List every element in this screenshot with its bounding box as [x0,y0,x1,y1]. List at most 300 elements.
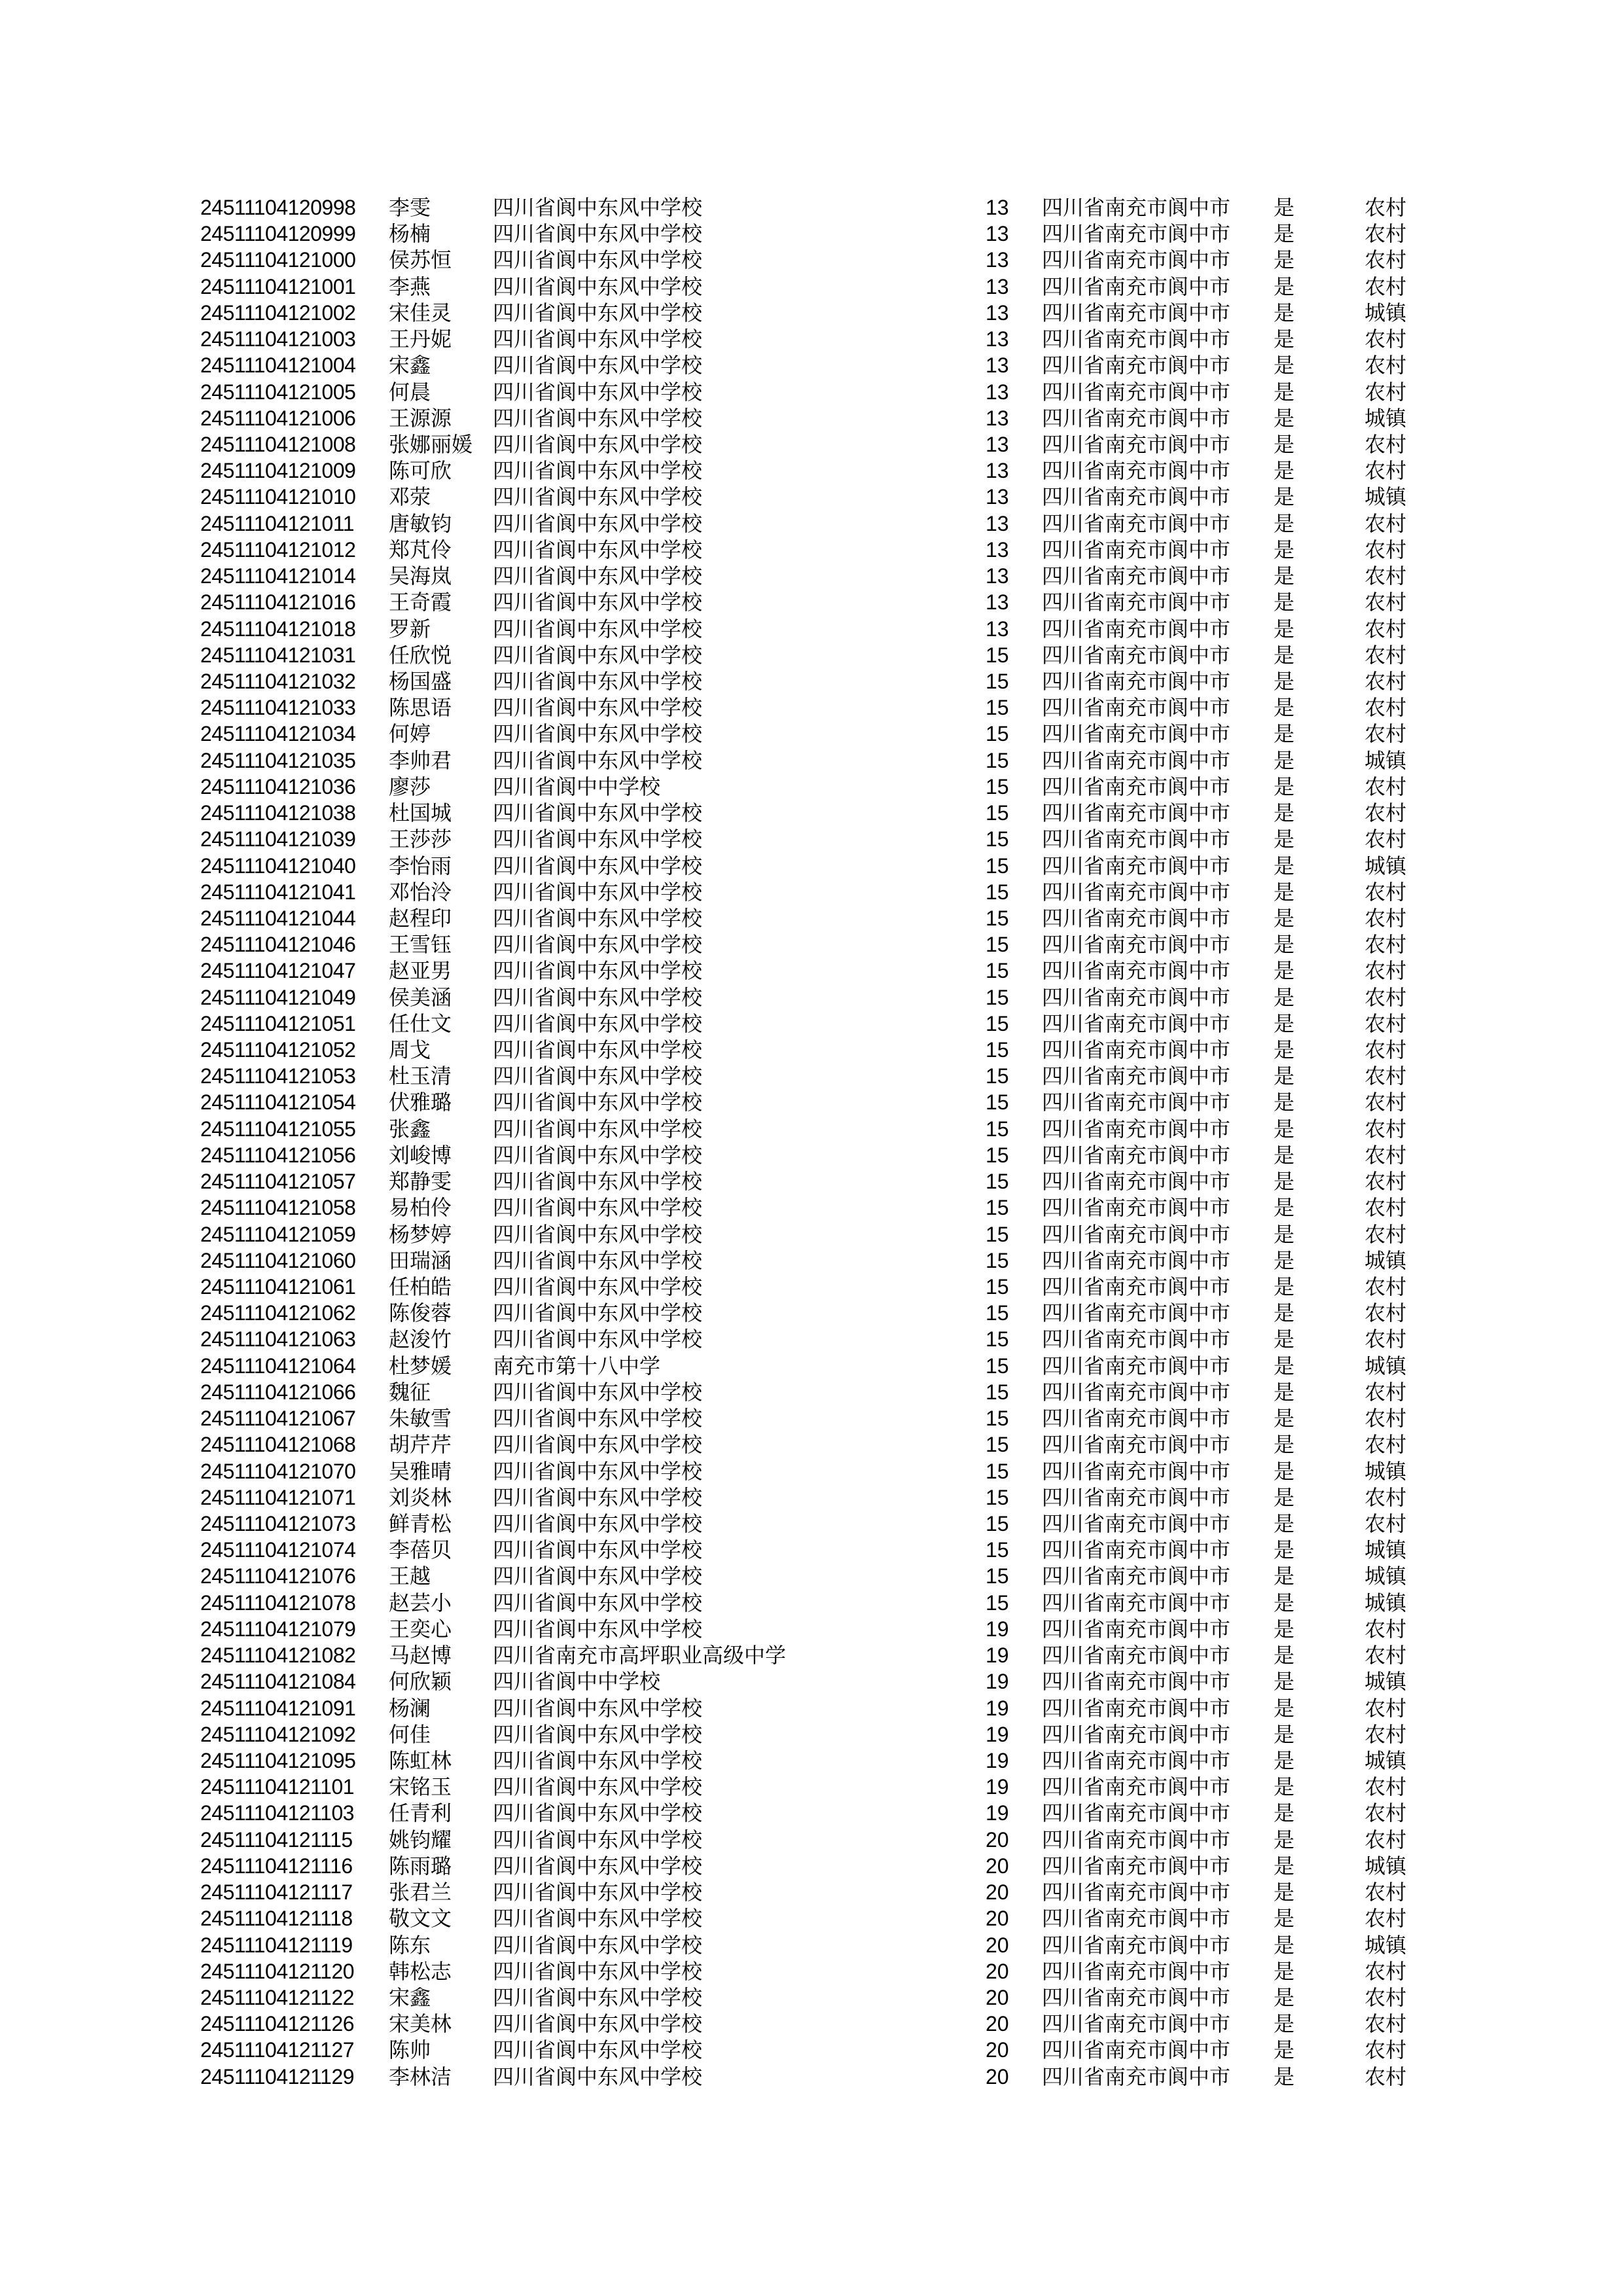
table-row [0,800,1623,827]
school-cell: 四川省阆中东风中学校 [493,1775,703,1799]
residence-cell: 四川省南充市阆中市 [1042,1196,1231,1220]
student-name-cell: 张鑫 [389,1117,431,1141]
confirm-flag-cell: 是 [1274,274,1295,298]
residence-cell: 四川省南充市阆中市 [1042,1485,1231,1509]
exam-id-cell: 24511104121009 [200,459,356,483]
confirm-flag-cell: 是 [1274,1064,1295,1088]
confirm-flag-cell: 是 [1274,1038,1295,1062]
table-row [0,1748,1623,1774]
confirm-flag-cell: 是 [1274,669,1295,693]
school-cell: 四川省阆中东风中学校 [493,801,703,825]
batch-number-cell: 13 [986,406,1009,430]
residence-cell: 四川省南充市阆中市 [1042,222,1231,246]
residence-cell: 四川省南充市阆中市 [1042,1933,1231,1957]
residence-cell: 四川省南充市阆中市 [1042,748,1231,772]
residence-cell: 四川省南充市阆中市 [1042,274,1231,298]
confirm-flag-cell: 是 [1274,432,1295,456]
exam-id-cell: 24511104121076 [200,1564,356,1588]
household-type-cell: 城镇 [1364,748,1407,772]
exam-id-cell: 24511104121101 [200,1775,355,1799]
household-type-cell: 城镇 [1364,485,1407,509]
confirm-flag-cell: 是 [1274,1933,1295,1957]
student-name-cell: 韩松志 [389,1959,452,1983]
table-row [0,1142,1623,1169]
exam-id-cell: 24511104121074 [200,1538,356,1562]
school-cell: 四川省南充市高坪职业高级中学 [493,1643,787,1668]
batch-number-cell: 20 [986,1907,1009,1931]
batch-number-cell: 20 [986,2064,1009,2089]
confirm-flag-cell: 是 [1274,1090,1295,1115]
exam-id-cell: 24511104121053 [200,1064,356,1088]
student-name-cell: 任柏皓 [389,1275,452,1299]
school-cell: 四川省阆中东风中学校 [493,196,703,219]
table-row [0,537,1623,564]
household-type-cell: 城镇 [1364,300,1407,325]
student-name-cell: 杨楠 [389,222,431,246]
exam-id-cell: 24511104121005 [200,380,356,404]
school-cell: 四川省阆中东风中学校 [493,1880,703,1905]
confirm-flag-cell: 是 [1274,959,1295,983]
household-type-cell: 农村 [1364,248,1407,272]
batch-number-cell: 13 [986,537,1009,562]
batch-number-cell: 13 [986,196,1009,219]
household-type-cell: 农村 [1364,959,1407,983]
student-name-cell: 吴雅晴 [389,1459,452,1483]
exam-id-cell: 24511104121038 [200,801,356,825]
student-name-cell: 张娜丽媛 [389,432,473,456]
exam-id-cell: 24511104120998 [200,196,356,219]
student-name-cell: 陈虹林 [389,1748,452,1772]
student-name-cell: 宋美林 [389,2012,452,2036]
batch-number-cell: 19 [986,1748,1009,1772]
household-type-cell: 农村 [1364,1485,1407,1509]
batch-number-cell: 13 [986,222,1009,246]
table-row [0,1668,1623,1695]
batch-number-cell: 20 [986,1959,1009,1983]
batch-number-cell: 15 [986,722,1009,746]
household-type-cell: 农村 [1364,1643,1407,1668]
confirm-flag-cell: 是 [1274,1801,1295,1825]
table-row [0,431,1623,458]
confirm-flag-cell: 是 [1274,1748,1295,1772]
table-row [0,1168,1623,1195]
confirm-flag-cell: 是 [1274,1775,1295,1799]
residence-cell: 四川省南充市阆中市 [1042,1407,1231,1431]
confirm-flag-cell: 是 [1274,1196,1295,1220]
household-type-cell: 农村 [1364,1959,1407,1983]
school-cell: 南充市第十八中学 [493,1354,661,1378]
batch-number-cell: 20 [986,2038,1009,2062]
confirm-flag-cell: 是 [1274,748,1295,772]
exam-id-cell: 24511104121059 [200,1222,356,1246]
batch-number-cell: 15 [986,959,1009,983]
household-type-cell: 农村 [1364,1617,1407,1641]
school-cell: 四川省阆中东风中学校 [493,906,703,930]
student-name-cell: 杜国城 [389,801,452,825]
school-cell: 四川省阆中东风中学校 [493,722,703,746]
confirm-flag-cell: 是 [1274,300,1295,325]
confirm-flag-cell: 是 [1274,196,1295,219]
batch-number-cell: 13 [986,353,1009,378]
household-type-cell: 农村 [1364,696,1407,720]
student-name-cell: 宋铭玉 [389,1775,452,1799]
residence-cell: 四川省南充市阆中市 [1042,1170,1231,1194]
confirm-flag-cell: 是 [1274,1485,1295,1509]
exam-id-cell: 24511104121115 [200,1827,353,1852]
residence-cell: 四川省南充市阆中市 [1042,1459,1231,1483]
batch-number-cell: 13 [986,485,1009,509]
household-type-cell: 农村 [1364,1827,1407,1852]
student-name-cell: 赵亚男 [389,959,452,983]
household-type-cell: 农村 [1364,327,1407,351]
exam-id-cell: 24511104121064 [200,1354,356,1378]
exam-id-cell: 24511104121006 [200,406,356,430]
batch-number-cell: 15 [986,1301,1009,1325]
student-name-cell: 刘峻博 [389,1143,452,1167]
confirm-flag-cell: 是 [1274,2038,1295,2062]
residence-cell: 四川省南充市阆中市 [1042,1143,1231,1167]
table-row [0,1721,1623,1748]
table-row [0,326,1623,353]
batch-number-cell: 13 [986,300,1009,325]
school-cell: 四川省阆中东风中学校 [493,696,703,720]
household-type-cell: 农村 [1364,590,1407,615]
student-name-cell: 何欣颖 [389,1670,452,1694]
school-cell: 四川省阆中东风中学校 [493,564,703,588]
batch-number-cell: 20 [986,1933,1009,1957]
student-name-cell: 何晨 [389,380,431,404]
school-cell: 四川省阆中东风中学校 [493,880,703,904]
residence-cell: 四川省南充市阆中市 [1042,485,1231,509]
household-type-cell: 农村 [1364,643,1407,667]
batch-number-cell: 15 [986,643,1009,667]
exam-id-cell: 24511104121071 [200,1485,356,1509]
confirm-flag-cell: 是 [1274,1459,1295,1483]
residence-cell: 四川省南充市阆中市 [1042,1038,1231,1062]
student-name-cell: 廖莎 [389,774,431,798]
student-name-cell: 伏雅璐 [389,1090,452,1115]
school-cell: 四川省阆中东风中学校 [493,1827,703,1852]
school-cell: 四川省阆中东风中学校 [493,1538,703,1562]
household-type-cell: 农村 [1364,1407,1407,1431]
confirm-flag-cell: 是 [1274,353,1295,378]
school-cell: 四川省阆中东风中学校 [493,511,703,535]
batch-number-cell: 20 [986,1880,1009,1905]
school-cell: 四川省阆中东风中学校 [493,1801,703,1825]
batch-number-cell: 15 [986,1038,1009,1062]
household-type-cell: 城镇 [1364,1933,1407,1957]
batch-number-cell: 15 [986,1117,1009,1141]
exam-id-cell: 24511104121035 [200,748,356,772]
student-name-cell: 陈东 [389,1933,431,1957]
exam-id-cell: 24511104121018 [200,617,356,641]
exam-id-cell: 24511104121033 [200,696,356,720]
school-cell: 四川省阆中东风中学校 [493,1564,703,1588]
batch-number-cell: 15 [986,853,1009,878]
batch-number-cell: 15 [986,1222,1009,1246]
exam-id-cell: 24511104121002 [200,300,356,325]
table-row [0,1800,1623,1827]
confirm-flag-cell: 是 [1274,1643,1295,1668]
exam-id-cell: 24511104121047 [200,959,356,983]
confirm-flag-cell: 是 [1274,643,1295,667]
household-type-cell: 城镇 [1364,1590,1407,1615]
residence-cell: 四川省南充市阆中市 [1042,196,1231,219]
confirm-flag-cell: 是 [1274,1827,1295,1852]
exam-id-cell: 24511104121120 [200,1959,355,1983]
exam-id-cell: 24511104121012 [200,537,356,562]
table-row [0,379,1623,406]
student-name-cell: 郑静雯 [389,1170,452,1194]
table-row [0,1879,1623,1906]
residence-cell: 四川省南充市阆中市 [1042,2064,1231,2089]
student-name-cell: 唐敏钧 [389,511,452,535]
exam-id-cell: 24511104121004 [200,353,356,378]
exam-id-cell: 24511104121031 [200,643,356,667]
confirm-flag-cell: 是 [1274,1117,1295,1141]
exam-id-cell: 24511104121057 [200,1170,356,1194]
household-type-cell: 农村 [1364,1196,1407,1220]
residence-cell: 四川省南充市阆中市 [1042,248,1231,272]
school-cell: 四川省阆中东风中学校 [493,274,703,298]
student-name-cell: 胡芹芹 [389,1433,452,1457]
exam-id-cell: 24511104121058 [200,1196,356,1220]
table-row [0,1695,1623,1722]
batch-number-cell: 13 [986,590,1009,615]
table-row [0,879,1623,906]
residence-cell: 四川省南充市阆中市 [1042,353,1231,378]
batch-number-cell: 20 [986,1985,1009,2009]
table-row [0,1221,1623,1248]
exam-id-cell: 24511104121032 [200,669,356,693]
student-name-cell: 何婷 [389,722,431,746]
household-type-cell: 农村 [1364,1222,1407,1246]
school-cell: 四川省阆中东风中学校 [493,1485,703,1509]
student-name-cell: 任青利 [389,1801,452,1825]
school-cell: 四川省阆中东风中学校 [493,590,703,615]
confirm-flag-cell: 是 [1274,1380,1295,1404]
batch-number-cell: 15 [986,1485,1009,1509]
school-cell: 四川省阆中东风中学校 [493,669,703,693]
student-name-cell: 王雪钰 [389,933,452,957]
household-type-cell: 农村 [1364,274,1407,298]
table-row [0,1905,1623,1932]
school-cell: 四川省阆中东风中学校 [493,1248,703,1272]
exam-id-cell: 24511104121056 [200,1143,356,1167]
batch-number-cell: 15 [986,1380,1009,1404]
school-cell: 四川省阆中东风中学校 [493,222,703,246]
student-name-cell: 李蓓贝 [389,1538,452,1562]
school-cell: 四川省阆中东风中学校 [493,1722,703,1746]
table-row [0,1089,1623,1116]
confirm-flag-cell: 是 [1274,1170,1295,1194]
school-cell: 四川省阆中东风中学校 [493,1907,703,1931]
household-type-cell: 农村 [1364,2064,1407,2089]
confirm-flag-cell: 是 [1274,801,1295,825]
residence-cell: 四川省南充市阆中市 [1042,1880,1231,1905]
exam-id-cell: 24511104121008 [200,432,356,456]
residence-cell: 四川省南充市阆中市 [1042,1854,1231,1878]
residence-cell: 四川省南充市阆中市 [1042,1275,1231,1299]
school-cell: 四川省阆中东风中学校 [493,1959,703,1983]
table-row [0,1379,1623,1406]
table-row [0,1984,1623,2011]
student-name-cell: 杜梦媛 [389,1354,452,1378]
household-type-cell: 农村 [1364,432,1407,456]
exam-id-cell: 24511104121127 [200,2038,355,2062]
table-row [0,1431,1623,1458]
batch-number-cell: 15 [986,985,1009,1009]
school-cell: 四川省阆中东风中学校 [493,1196,703,1220]
batch-number-cell: 19 [986,1696,1009,1720]
household-type-cell: 农村 [1364,1433,1407,1457]
household-type-cell: 农村 [1364,380,1407,404]
batch-number-cell: 13 [986,248,1009,272]
table-row [0,1300,1623,1327]
table-row [0,221,1623,247]
student-name-cell: 李怡雨 [389,853,452,878]
table-row [0,931,1623,958]
school-cell: 四川省阆中东风中学校 [493,1433,703,1457]
household-type-cell: 城镇 [1364,1248,1407,1272]
student-name-cell: 宋鑫 [389,1985,431,2009]
household-type-cell: 农村 [1364,617,1407,641]
table-row [0,826,1623,853]
student-name-cell: 魏征 [389,1380,431,1404]
exam-id-cell: 24511104120999 [200,222,356,246]
school-cell: 四川省阆中中学校 [493,774,661,798]
exam-id-cell: 24511104121039 [200,827,356,852]
residence-cell: 四川省南充市阆中市 [1042,2038,1231,2062]
batch-number-cell: 15 [986,1407,1009,1431]
table-row [0,274,1623,300]
student-name-cell: 姚钧耀 [389,1827,452,1852]
residence-cell: 四川省南充市阆中市 [1042,1959,1231,1983]
student-name-cell: 杨澜 [389,1696,431,1720]
student-name-cell: 王丹妮 [389,327,452,351]
confirm-flag-cell: 是 [1274,537,1295,562]
exam-id-cell: 24511104121060 [200,1248,356,1272]
table-row [0,747,1623,774]
batch-number-cell: 15 [986,906,1009,930]
student-name-cell: 郑芃伶 [389,537,452,562]
student-name-cell: 周戈 [389,1038,431,1062]
table-row [0,1247,1623,1274]
confirm-flag-cell: 是 [1274,1143,1295,1167]
household-type-cell: 农村 [1364,2012,1407,2036]
exam-id-cell: 24511104121063 [200,1327,356,1352]
school-cell: 四川省阆中东风中学校 [493,1407,703,1431]
table-row [0,616,1623,643]
exam-id-cell: 24511104121014 [200,564,356,588]
batch-number-cell: 13 [986,564,1009,588]
household-type-cell: 农村 [1364,722,1407,746]
exam-id-cell: 24511104121000 [200,248,356,272]
confirm-flag-cell: 是 [1274,906,1295,930]
school-cell: 四川省阆中东风中学校 [493,432,703,456]
school-cell: 四川省阆中东风中学校 [493,406,703,430]
student-name-cell: 王莎莎 [389,827,452,852]
exam-id-cell: 24511104121078 [200,1590,356,1615]
school-cell: 四川省阆中东风中学校 [493,537,703,562]
confirm-flag-cell: 是 [1274,985,1295,1009]
table-row [0,1616,1623,1643]
exam-id-cell: 24511104121091 [200,1696,356,1720]
batch-number-cell: 13 [986,617,1009,641]
table-row [0,1932,1623,1959]
school-cell: 四川省阆中东风中学校 [493,2012,703,2036]
household-type-cell: 农村 [1364,1090,1407,1115]
household-type-cell: 农村 [1364,933,1407,957]
exam-id-cell: 24511104121092 [200,1722,356,1746]
school-cell: 四川省阆中东风中学校 [493,985,703,1009]
confirm-flag-cell: 是 [1274,327,1295,351]
household-type-cell: 农村 [1364,1801,1407,1825]
residence-cell: 四川省南充市阆中市 [1042,1222,1231,1246]
school-cell: 四川省阆中东风中学校 [493,1222,703,1246]
residence-cell: 四川省南充市阆中市 [1042,1327,1231,1352]
exam-id-cell: 24511104121010 [200,485,356,509]
table-row [0,1274,1623,1300]
household-type-cell: 农村 [1364,1775,1407,1799]
school-cell: 四川省阆中东风中学校 [493,748,703,772]
exam-id-cell: 24511104121117 [200,1880,353,1905]
school-cell: 四川省阆中东风中学校 [493,353,703,378]
table-row [0,642,1623,669]
confirm-flag-cell: 是 [1274,511,1295,535]
student-name-cell: 杨梦婷 [389,1222,452,1246]
table-row [0,1774,1623,1801]
exam-id-cell: 24511104121116 [200,1854,353,1878]
school-cell: 四川省阆中东风中学校 [493,643,703,667]
residence-cell: 四川省南充市阆中市 [1042,933,1231,957]
household-type-cell: 农村 [1364,1301,1407,1325]
exam-id-cell: 24511104121084 [200,1670,356,1694]
table-row [0,1537,1623,1564]
student-name-cell: 李雯 [389,196,431,219]
residence-cell: 四川省南充市阆中市 [1042,511,1231,535]
residence-cell: 四川省南充市阆中市 [1042,985,1231,1009]
household-type-cell: 农村 [1364,1696,1407,1720]
school-cell: 四川省阆中东风中学校 [493,2038,703,2062]
batch-number-cell: 15 [986,1590,1009,1615]
residence-cell: 四川省南充市阆中市 [1042,1696,1231,1720]
table-row [0,1405,1623,1432]
batch-number-cell: 20 [986,1827,1009,1852]
school-cell: 四川省阆中东风中学校 [493,827,703,852]
exam-id-cell: 24511104121054 [200,1090,356,1115]
table-row [0,563,1623,590]
exam-id-cell: 24511104121036 [200,774,356,798]
residence-cell: 四川省南充市阆中市 [1042,1090,1231,1115]
household-type-cell: 农村 [1364,353,1407,378]
confirm-flag-cell: 是 [1274,590,1295,615]
table-row [0,1353,1623,1380]
exam-id-cell: 24511104121103 [200,1801,355,1825]
residence-cell: 四川省南充市阆中市 [1042,590,1231,615]
residence-cell: 四川省南充市阆中市 [1042,1248,1231,1272]
exam-id-cell: 24511104121044 [200,906,356,930]
school-cell: 四川省阆中东风中学校 [493,959,703,983]
table-row [0,1011,1623,1037]
table-row [0,511,1623,537]
student-name-cell: 邓荥 [389,485,431,509]
household-type-cell: 城镇 [1364,1538,1407,1562]
student-name-cell: 杜玉清 [389,1064,452,1088]
confirm-flag-cell: 是 [1274,2064,1295,2089]
exam-id-cell: 24511104121052 [200,1038,356,1062]
confirm-flag-cell: 是 [1274,696,1295,720]
